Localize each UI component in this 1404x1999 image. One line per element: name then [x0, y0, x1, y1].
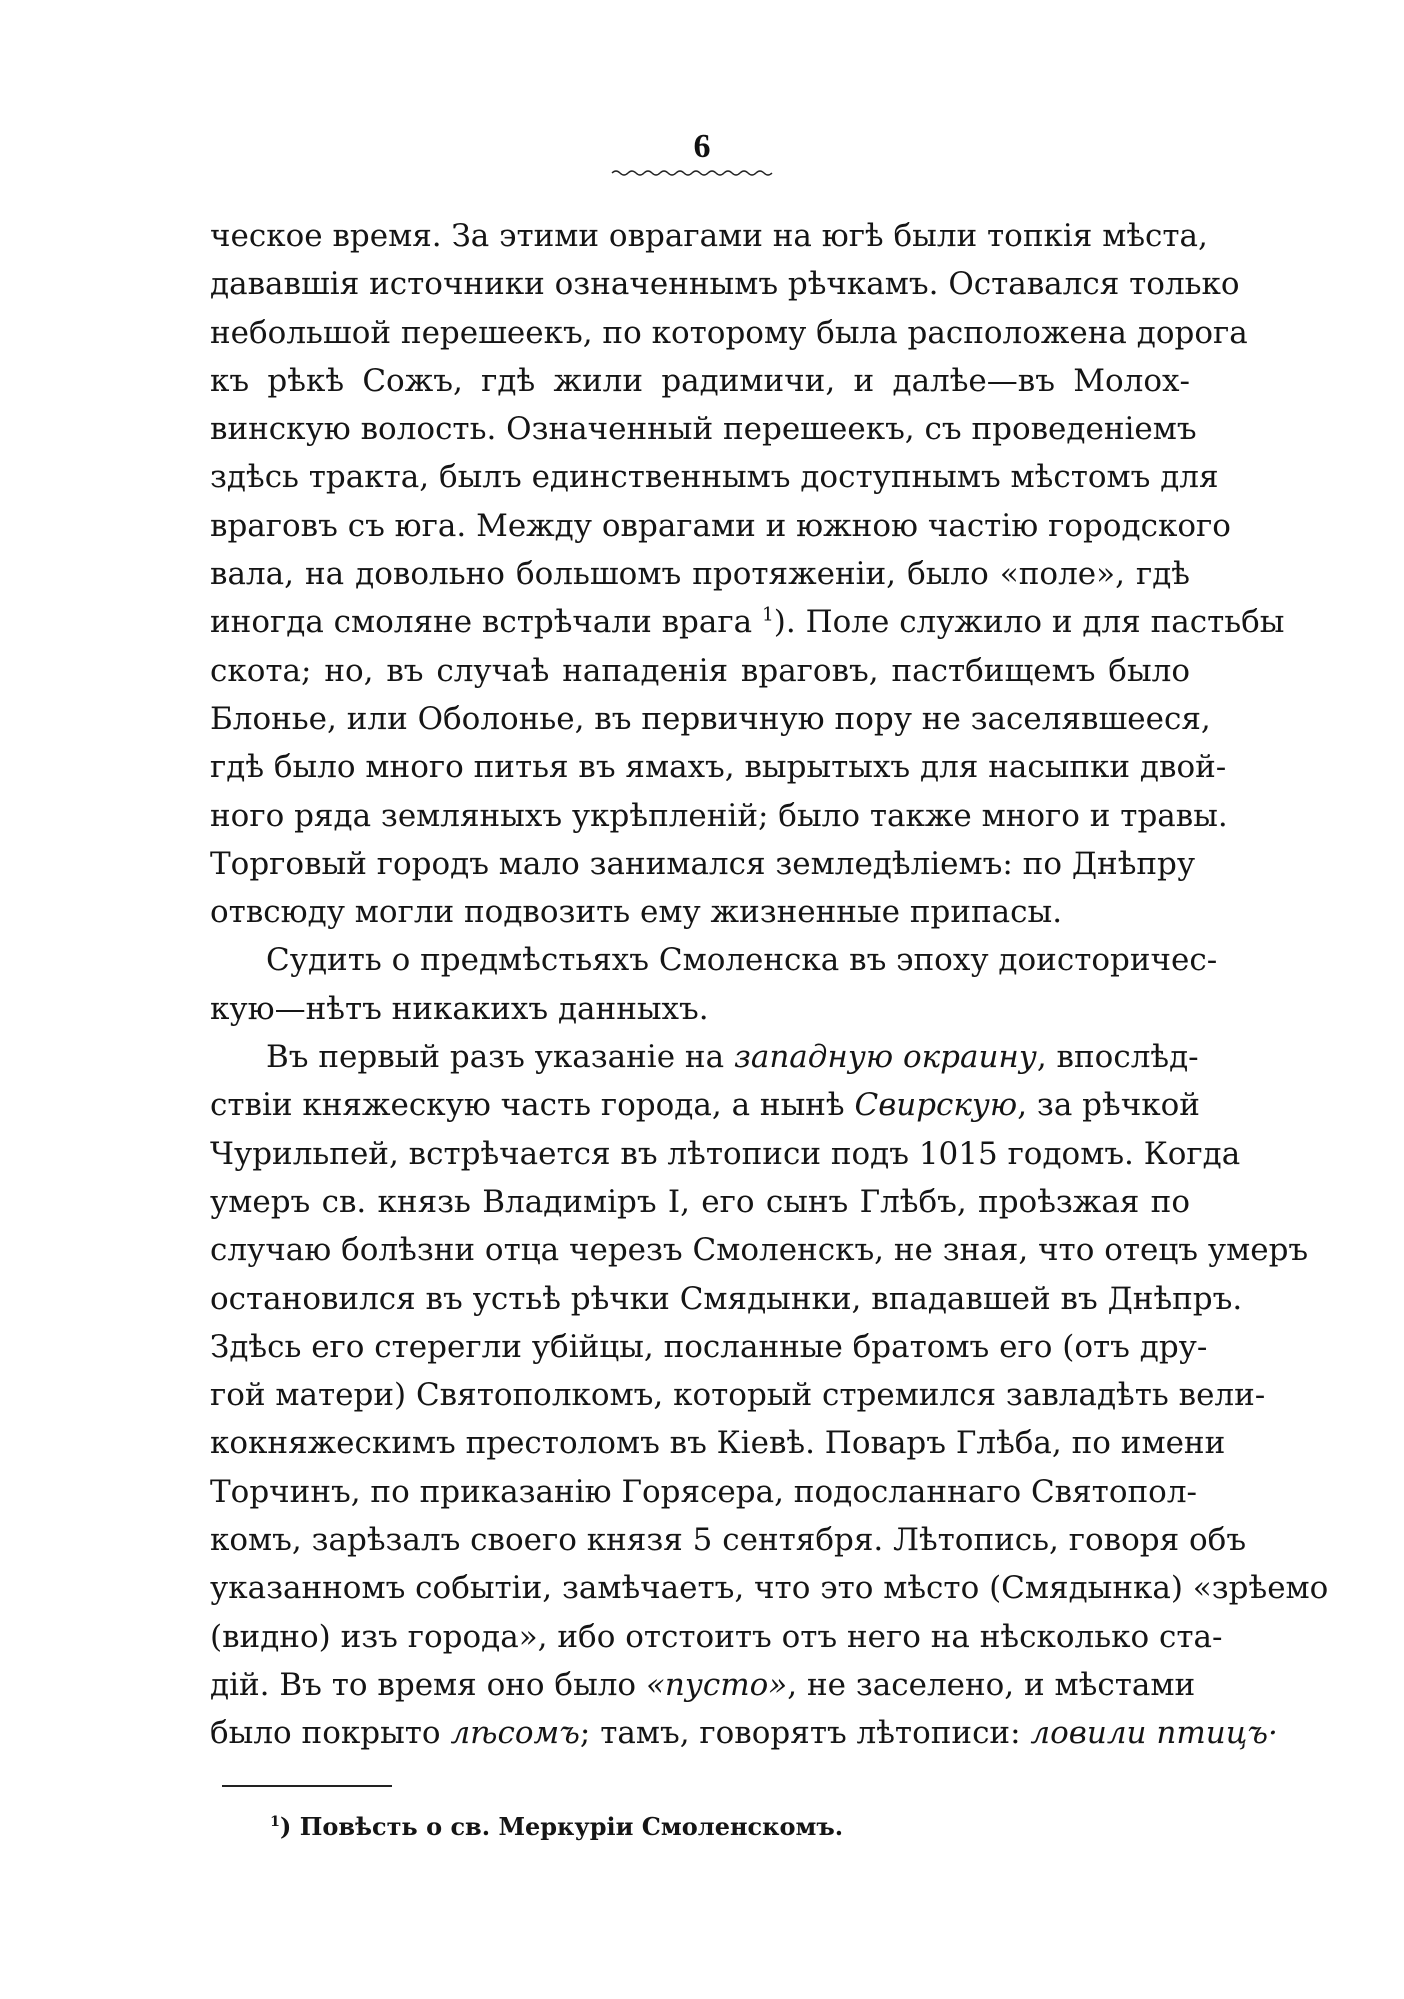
- text-segment: ; тамъ, говорятъ лѣтописи:: [579, 1715, 1021, 1752]
- footnote-divider: [222, 1785, 392, 1787]
- text-line: небольшой перешеекъ, по которому была расположена дорога: [210, 314, 1248, 351]
- text-line: вала, на довольно большомъ протяженіи, было «поле», гдѣ: [210, 556, 1190, 593]
- page-number: 6: [693, 128, 711, 165]
- body-text: [210, 212, 1329, 1758]
- wavy-rule-ornament: [612, 168, 788, 178]
- text-line: винскую волость. Означенный перешеекъ, съ проведеніемъ: [210, 411, 1197, 448]
- text-line: [210, 1081, 1200, 1129]
- text-line: Блонье, или Оболонье, въ первичную пору не заселявшееся,: [210, 700, 1211, 737]
- text-segment: , впослѣд-: [1036, 1039, 1199, 1076]
- text-line: [210, 1033, 1199, 1081]
- text-segment: дій. Въ то время оно было: [210, 1666, 637, 1703]
- text-line: кую—нѣтъ никакихъ данныхъ.: [210, 990, 709, 1027]
- text-line: случаю болѣзни отца черезъ Смоленскъ, не зная, что отецъ умеръ: [210, 1232, 1309, 1269]
- italic-phrase: Свирскую: [854, 1087, 1018, 1124]
- text-segment: , за рѣчкой: [1017, 1087, 1200, 1124]
- text-line: [210, 1709, 1278, 1757]
- text-line: комъ, зарѣзалъ своего князя 5 сентября. Лѣтопись, говоря объ: [210, 1522, 1247, 1559]
- text-line: [210, 1661, 1196, 1709]
- italic-phrase: западную окраину: [733, 1039, 1037, 1076]
- text-line: указанномъ событіи, замѣчаетъ, что это мѣсто (Смядынка) «зрѣемо: [210, 1570, 1329, 1607]
- italic-phrase: лѣсомъ: [450, 1715, 580, 1752]
- footnote-mark: 1: [270, 1813, 281, 1830]
- text-segment: Въ первый разъ указаніе на: [266, 1039, 725, 1076]
- text-line: (видно) изъ города», ибо отстоитъ отъ него на нѣсколько ста-: [210, 1618, 1223, 1655]
- text-line: остановился въ устьѣ рѣчки Смядынки, впадавшей въ Днѣпръ.: [210, 1280, 1243, 1317]
- text-line: Здѣсь его стерегли убійцы, посланные братомъ его (отъ дру-: [210, 1328, 1208, 1365]
- italic-phrase: «пусто»: [645, 1666, 788, 1703]
- footnote-text: ) Повѣсть о св. Меркуріи Смоленскомъ.: [280, 1812, 844, 1841]
- text-line: ного ряда земляныхъ укрѣпленій; было также много и травы.: [210, 797, 1228, 834]
- text-line: умеръ св. князь Владиміръ I, его сынъ Глѣбъ, проѣзжая по: [210, 1183, 1190, 1220]
- text-segment: ствіи княжескую часть города, а нынѣ: [210, 1087, 845, 1124]
- text-line: ческое время. За этими оврагами на югѣ были топкія мѣста,: [210, 218, 1208, 254]
- text-segment: ). Поле служило и для пастьбы: [773, 604, 1285, 641]
- italic-phrase: ловили птицъ·: [1030, 1715, 1278, 1752]
- text-line: враговъ съ юга. Между оврагами и южною частію городского: [210, 507, 1231, 544]
- text-segment: было покрыто: [210, 1715, 441, 1752]
- text-line: [210, 598, 1285, 646]
- text-segment: иногда смоляне встрѣчали врага: [210, 604, 753, 641]
- text-line: Чурильпей, встрѣчается въ лѣтописи подъ 1015 годомъ. Когда: [210, 1135, 1241, 1172]
- text-line: гой матери) Святополкомъ, который стремился завладѣть вели-: [210, 1377, 1266, 1414]
- text-line: Торчинъ, по приказанію Горясера, подосланнаго Святопол-: [210, 1473, 1197, 1510]
- text-line: Судить о предмѣстьяхъ Смоленска въ эпоху доисторичес-: [266, 942, 1218, 979]
- text-line: дававшія источники означеннымъ рѣчкамъ. Оставался только: [210, 266, 1240, 303]
- text-line: кокняжескимъ престоломъ въ Кіевѣ. Поваръ Глѣба, по имени: [210, 1425, 1226, 1462]
- footnote: [270, 1810, 843, 1844]
- text-line: здѣсь тракта, былъ единственнымъ доступнымъ мѣстомъ для: [210, 459, 1219, 496]
- footnote-reference: 1: [761, 605, 774, 627]
- text-line: отвсюду могли подвозить ему жизненные припасы.: [210, 894, 1063, 931]
- text-segment: , не заселено, и мѣстами: [787, 1666, 1196, 1703]
- text-line: гдѣ было много питья въ ямахъ, вырытыхъ для насыпки двой-: [210, 749, 1227, 786]
- text-line: скота; но, въ случаѣ нападенія враговъ, пастбищемъ было: [210, 652, 1190, 689]
- text-line: къ рѣкѣ Сожъ, гдѣ жили радимичи, и далѣе—въ Молох-: [210, 362, 1190, 399]
- text-line: Торговый городъ мало занимался земледѣліемъ: по Днѣпру: [210, 845, 1196, 882]
